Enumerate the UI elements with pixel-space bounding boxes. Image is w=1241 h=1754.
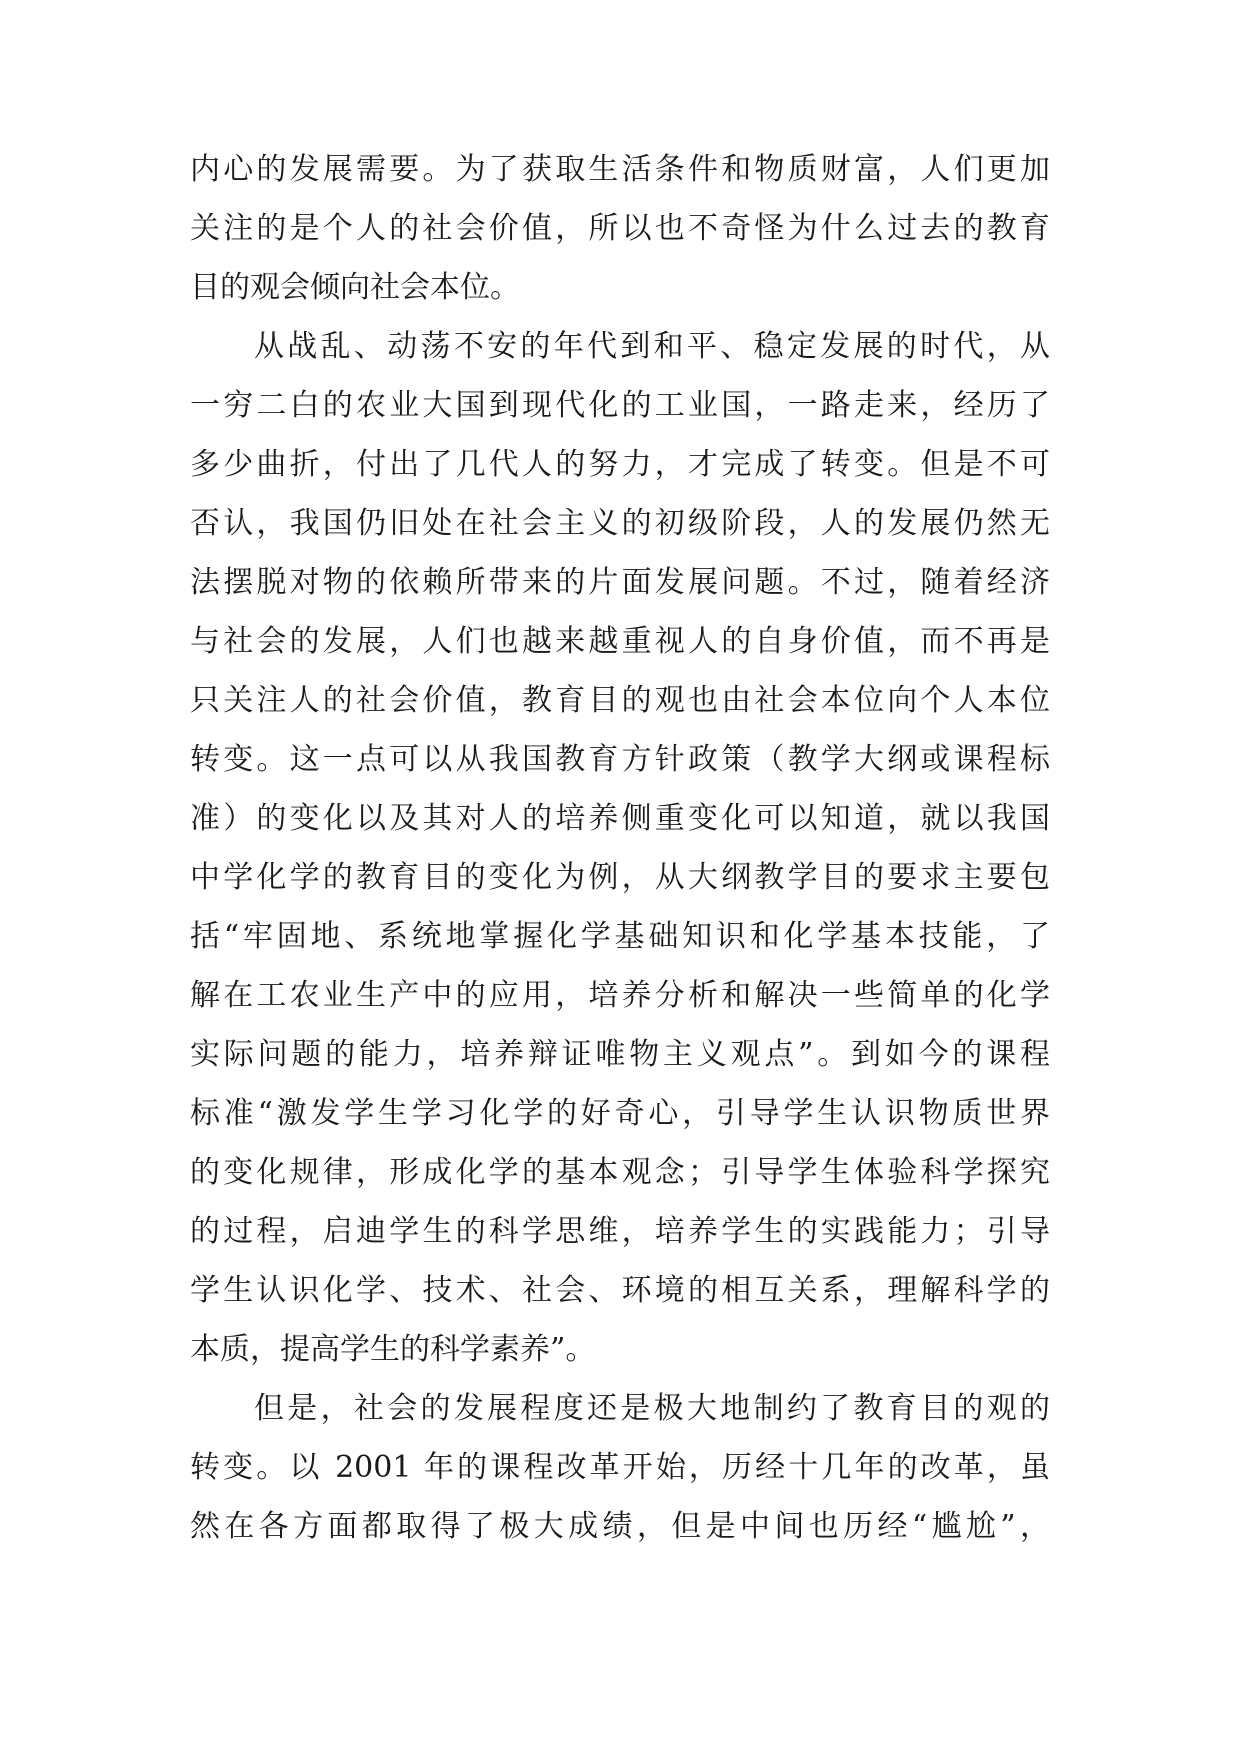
paragraph-line: 一穷二白的农业大国到现代化的工业国，一路走来，经历了: [190, 388, 1050, 423]
paragraph-2: [190, 317, 1050, 1379]
paragraph-line: 括“牢固地、系统地掌握化学基础知识和化学基本技能，了: [190, 919, 1050, 954]
paragraph-line: 只关注人的社会价值，教育目的观也由社会本位向个人本位: [190, 683, 1050, 718]
paragraph-line: 关注的是个人的社会价值，所以也不奇怪为什么过去的教育: [190, 211, 1050, 246]
paragraph-line: 解在工农业生产中的应用，培养分析和解决一些简单的化学: [190, 978, 1050, 1013]
paragraph-line: 的过程，启迪学生的科学思维，培养学生的实践能力；引导: [190, 1214, 1050, 1249]
paragraph-line: 实际问题的能力，培养辩证唯物主义观点”。到如今的课程: [190, 1037, 1050, 1072]
paragraph-line: 否认，我国仍旧处在社会主义的初级阶段，人的发展仍然无: [190, 506, 1050, 541]
paragraph-line: 学生认识化学、技术、社会、环境的相互关系，理解科学的: [190, 1273, 1050, 1308]
document-body: [190, 140, 1050, 1556]
paragraph-line: 从战乱、动荡不安的年代到和平、稳定发展的时代，从: [254, 329, 1050, 364]
paragraph-line: 但是，社会的发展程度还是极大地制约了教育目的观的: [254, 1391, 1050, 1426]
paragraph-line: 准）的变化以及其对人的培养侧重变化可以知道，就以我国: [190, 801, 1050, 836]
paragraph-line: 内心的发展需要。为了获取生活条件和物质财富，人们更加: [190, 152, 1050, 187]
paragraph-line: 标准“激发学生学习化学的好奇心，引导学生认识物质世界: [190, 1096, 1050, 1131]
paragraph-3: [190, 1379, 1050, 1556]
paragraph-line: 法摆脱对物的依赖所带来的片面发展问题。不过，随着经济: [190, 565, 1050, 600]
paragraph-line: 与社会的发展，人们也越来越重视人的自身价值，而不再是: [190, 624, 1050, 659]
paragraph-line: 本质，提高学生的科学素养”。: [190, 1332, 596, 1367]
paragraph-line: 多少曲折，付出了几代人的努力，才完成了转变。但是不可: [190, 447, 1050, 482]
paragraph-line: 的变化规律，形成化学的基本观念；引导学生体验科学探究: [190, 1155, 1050, 1190]
paragraph-line: 目的观会倾向社会本位。: [190, 270, 520, 305]
paragraph-line: 然在各方面都取得了极大成绩，但是中间也历经“尴尬”，: [190, 1509, 1050, 1544]
paragraph-line: 转变。这一点可以从我国教育方针政策（教学大纲或课程标: [190, 742, 1050, 777]
paragraph-1: [190, 140, 1050, 317]
paragraph-line: 转变。以 2001 年的课程改革开始，历经十几年的改革，虽: [190, 1450, 1050, 1485]
paragraph-line: 中学化学的教育目的变化为例，从大纲教学目的要求主要包: [190, 860, 1050, 895]
